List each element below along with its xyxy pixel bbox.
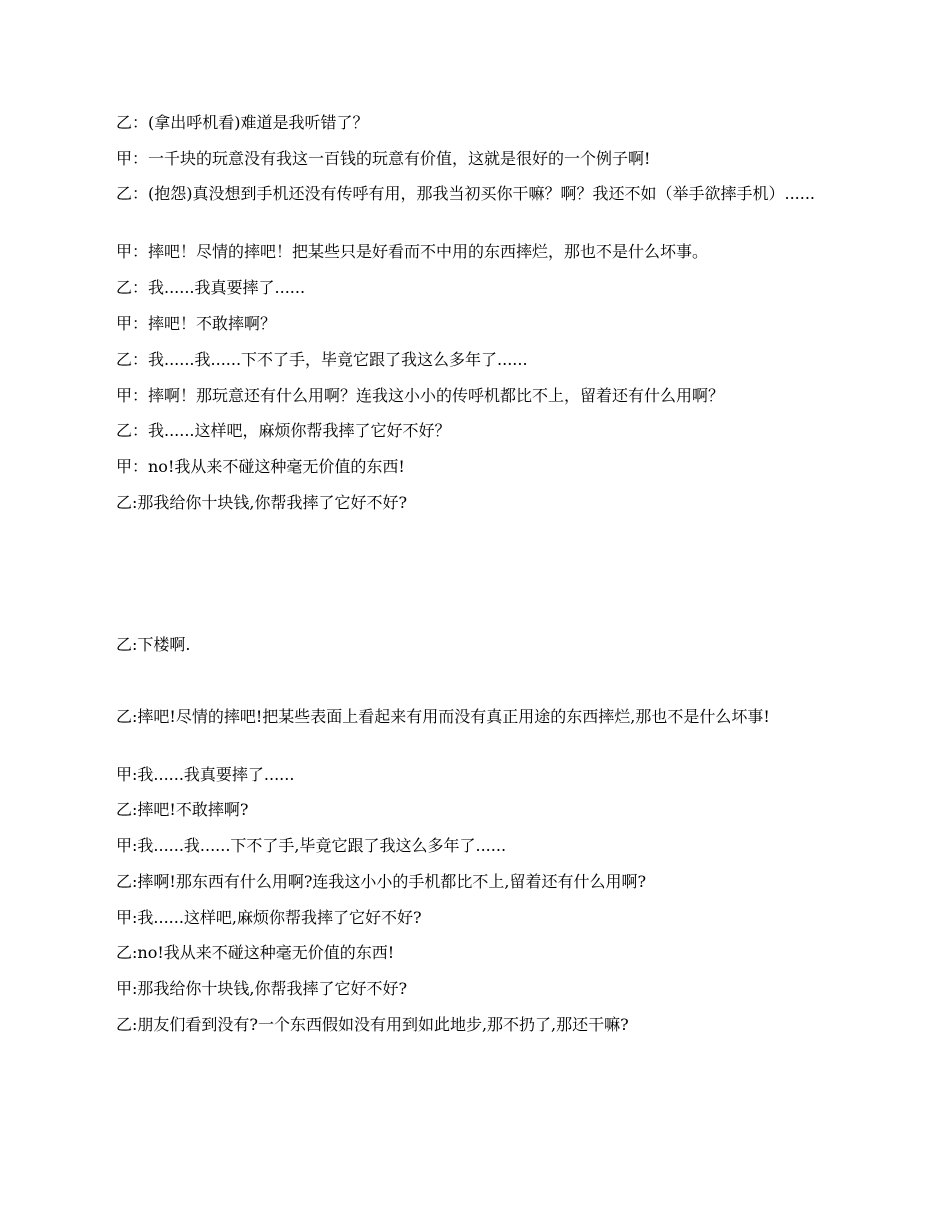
dialogue-line: 乙:摔吧!尽情的摔吧!把某些表面上看起来有用而没有真正用途的东西摔烂,那也不是什么坏事!: [116, 707, 770, 726]
dialogue-line: 乙：我......这样吧，麻烦你帮我摔了它好不好？: [116, 421, 451, 440]
dialogue-line: 乙:摔吧!不敢摔啊?: [116, 800, 249, 819]
dialogue-line: 甲:那我给你十块钱,你帮我摔了它好不好?: [116, 979, 408, 998]
dialogue-line: 乙：我......我真要摔了......: [116, 278, 306, 297]
dialogue-line: 甲：摔啊！那玩意还有什么用啊？连我这小小的传呼机都比不上，留着还有什么用啊？: [116, 386, 725, 405]
dialogue-line: 乙：(抱怨)真没想到手机还没有传呼有用，那我当初买你干嘛？啊？我还不如（举手欲摔手机）......: [116, 184, 816, 203]
dialogue-line: 甲:我......我......下不了手,毕竟它跟了我这么多年了......: [116, 836, 507, 855]
dialogue-line: 乙：(拿出呼机看)难道是我听错了？: [116, 113, 369, 132]
dialogue-line: 乙:那我给你十块钱,你帮我摔了它好不好?: [116, 493, 408, 512]
dialogue-line: 乙:朋友们看到没有?一个东西假如没有用到如此地步,那不扔了,那还干嘛?: [116, 1015, 629, 1034]
dialogue-line: 乙:下楼啊.: [116, 635, 191, 654]
dialogue-line: 甲：摔吧！不敢摔啊？: [116, 314, 277, 333]
dialogue-line: 甲：一千块的玩意没有我这一百钱的玩意有价值，这就是很好的一个例子啊!: [116, 149, 651, 168]
dialogue-line: 乙:摔啊!那东西有什么用啊?连我这小小的手机都比不上,留着还有什么用啊?: [116, 872, 647, 891]
dialogue-line: 甲:我......这样吧,麻烦你帮我摔了它好不好?: [116, 908, 422, 927]
dialogue-line: 甲:我......我真要摔了......: [116, 765, 295, 784]
dialogue-line: 甲：no!我从来不碰这种毫无价值的东西!: [116, 457, 405, 476]
dialogue-line: 乙：我......我......下不了手，毕竟它跟了我这么多年了......: [116, 350, 528, 369]
dialogue-line: 甲：摔吧！尽情的摔吧！把某些只是好看而不中用的东西摔烂，那也不是什么坏事。: [116, 242, 709, 261]
dialogue-line: 乙:no!我从来不碰这种毫无价值的东西!: [116, 943, 395, 962]
